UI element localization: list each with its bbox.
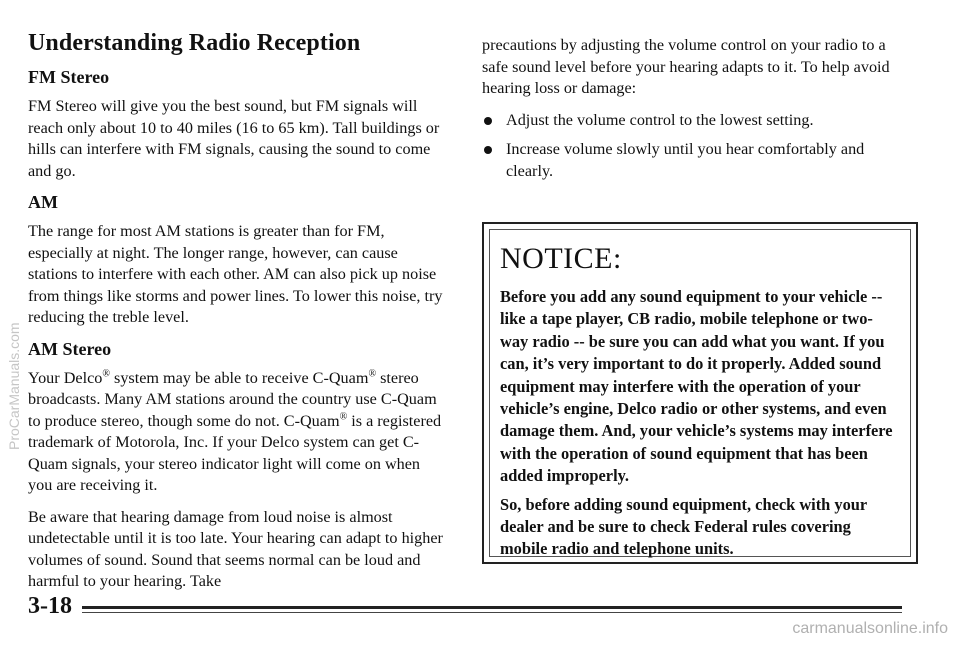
bottom-watermark: carmanualsonline.info (792, 620, 948, 637)
registered-mark: ® (368, 368, 377, 380)
footer-rule-thin (82, 612, 902, 613)
bullet-icon (484, 146, 492, 154)
fm-stereo-paragraph: FM Stereo will give you the best sound, but FM signals will reach only about 10 to 40 miles (16 to 65 km). Tall buildings or hills can interfere with FM signals, causing the sound to come and go. (28, 97, 440, 180)
notice-box (482, 222, 918, 564)
registered-mark: ® (102, 368, 110, 380)
hearing-continued-paragraph: precautions by adjusting the volume control on your radio to a safe sound level before your hearing adapts to it. To help avoid hearing loss or damage: (482, 36, 890, 97)
bullet-icon (484, 117, 492, 125)
am-stereo-text-1: Your Delco (28, 368, 103, 387)
page-number: 3-18 (28, 593, 72, 619)
list-item: Increase volume slowly until you hear comfortably and clearly. (482, 139, 912, 182)
am-paragraph: The range for most AM stations is greater than for FM, especially at night. The longer range, however, can cause stations to interfere with each other. AM can also pick up noise from things like storms and power lines. To lower this noise, try reducing the treble level. (28, 222, 443, 326)
am-heading: AM (28, 192, 58, 212)
left-column (28, 30, 448, 603)
fm-stereo-heading: FM Stereo (28, 67, 110, 87)
side-watermark-text: ProCarManuals.com (6, 322, 22, 450)
notice-title: NOTICE: (500, 242, 622, 275)
registered-mark: ® (339, 411, 348, 423)
notice-inner-frame (489, 229, 911, 557)
am-stereo-text-3: stereo broadcasts. Many AM stations around the country use C-Quam to produce stereo, though some do not. C-Quam (28, 368, 437, 430)
am-stereo-text-4: is a registered trademark of Motorola, Inc. If your Delco system can get C-Quam signals, your stereo indicator light will come on when you are receiving it. (28, 411, 442, 494)
notice-paragraph-2: So, before adding sound equipment, check with your dealer and be sure to check Federal rules covering mobile radio and telephone units. (500, 494, 867, 559)
section-title: Understanding Radio Reception (28, 30, 361, 56)
am-stereo-paragraph (28, 368, 448, 497)
notice-paragraph-1: Before you add any sound equipment to your vehicle -- like a tape player, CB radio, mobile telephone or two-way radio -- be sure you can add what you want. If you can, it’s very important to do it properly. Added sound equipment may interfere with the operation of your vehicle’s engine, Delco radio or other systems, and even damage them. And, your vehicle’s systems may interfere with the operation of sound equipment that has been added improperly. (500, 287, 893, 486)
list-item: Adjust the volume control to the lowest setting. (482, 110, 912, 132)
precautions-list (482, 110, 912, 183)
right-column (482, 35, 912, 190)
am-stereo-heading: AM Stereo (28, 338, 112, 359)
footer-rule (82, 606, 902, 609)
side-watermark (6, 200, 22, 460)
hearing-paragraph: Be aware that hearing damage from loud noise is almost undetectable until it is too late. Your hearing can adapt to higher volumes of sound. Sound that seems normal can be loud and harmful to your hearing. Take (28, 507, 443, 590)
am-stereo-text-2: system may be able to receive C-Quam (109, 368, 369, 387)
